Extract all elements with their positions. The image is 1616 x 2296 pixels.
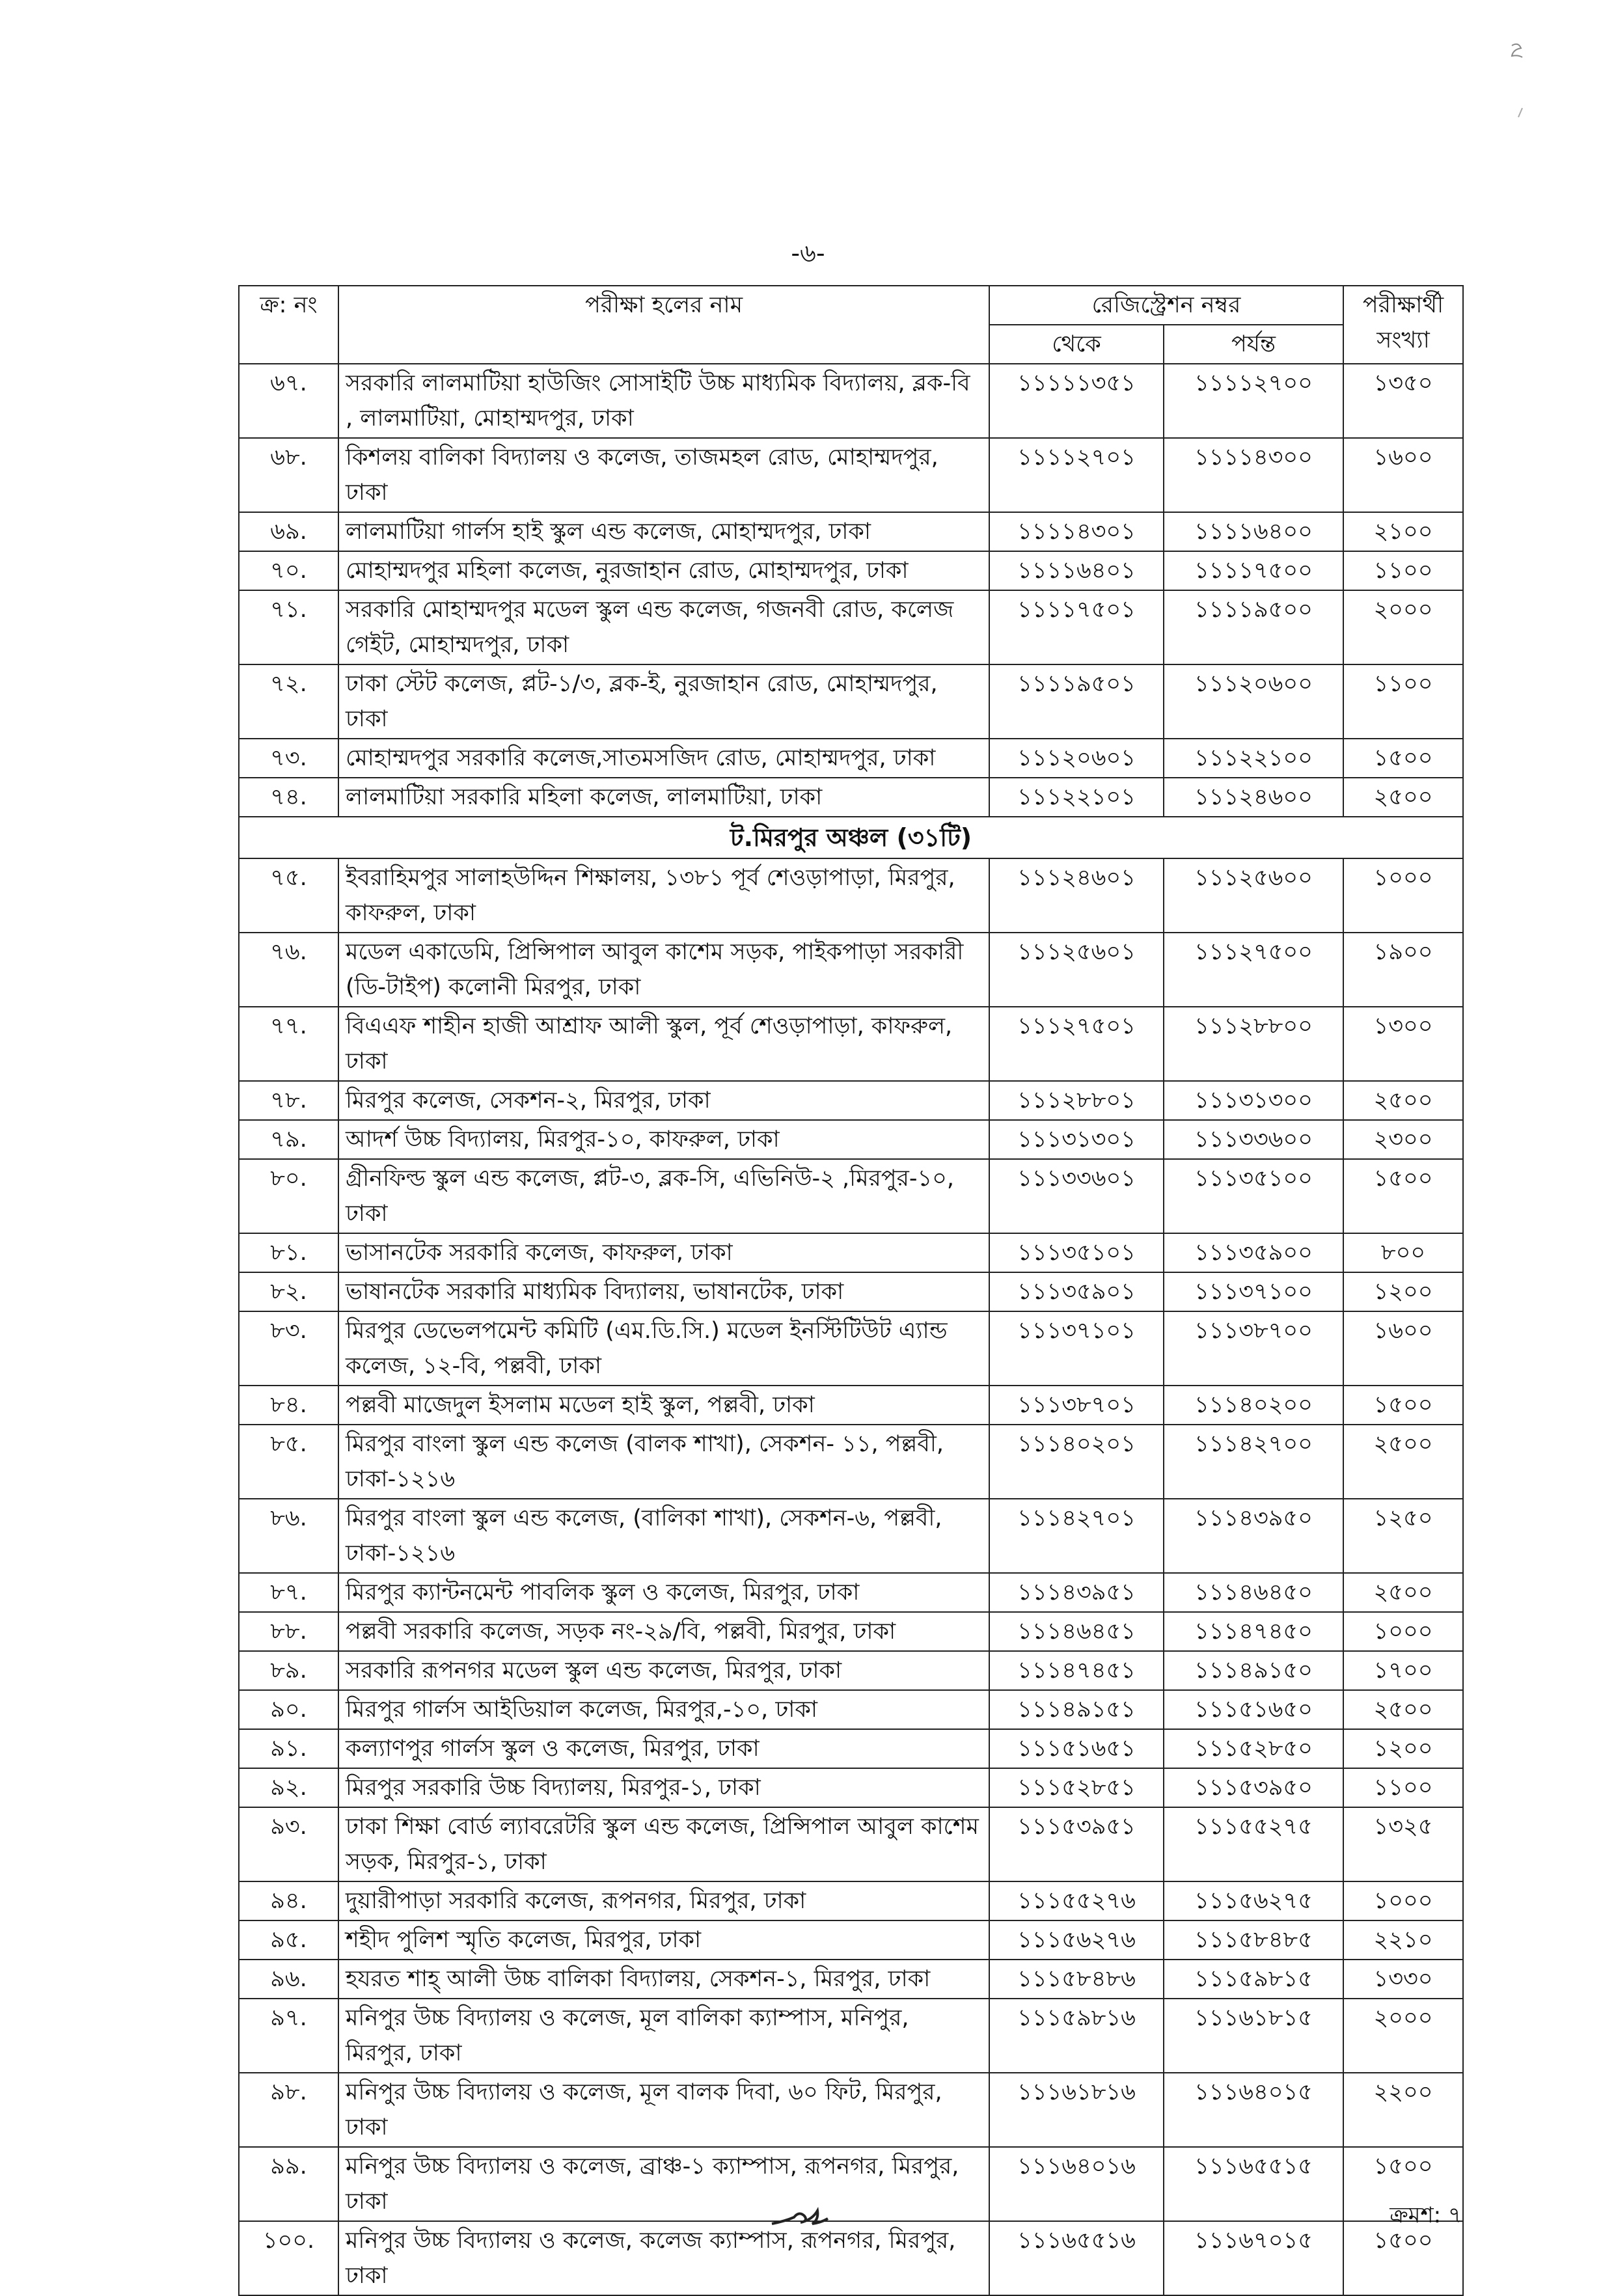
- examinee-count-cell: ২০০০: [1343, 1999, 1463, 2073]
- table-row: [239, 1573, 1463, 1612]
- hall-name-cell: পল্লবী সরকারি কলেজ, সড়ক নং-২৯/বি, পল্লবী, মিরপুর, ঢাকা: [338, 1612, 989, 1651]
- reg-to-cell: ১১১৪৭৪৫০: [1164, 1612, 1343, 1651]
- examinee-count-cell: ১২০০: [1343, 1729, 1463, 1768]
- hall-name-cell: কল্যাণপুর গার্লস স্কুল ও কলেজ, মিরপুর, ঢাকা: [338, 1729, 989, 1768]
- hall-name-cell: ভাসানটেক সরকারি কলেজ, কাফরুল, ঢাকা: [338, 1233, 989, 1272]
- hall-name-cell: লালমাটিয়া গার্লস হাই স্কুল এন্ড কলেজ, মোহাম্মদপুর, ঢাকা: [338, 512, 989, 551]
- hall-name-cell: দুয়ারীপাড়া সরকারি কলেজ, রূপনগর, মিরপুর, ঢাকা: [338, 1881, 989, 1920]
- page-number: -৬-: [791, 239, 825, 267]
- reg-to-cell: ১১১৬৭০১৫: [1164, 2221, 1343, 2295]
- examinee-count-cell: ১০০০: [1343, 858, 1463, 933]
- table-row: [239, 2147, 1463, 2221]
- examinee-count-cell: ২৫০০: [1343, 778, 1463, 817]
- serial-cell: ৭৮.: [239, 1081, 338, 1120]
- examinee-count-cell: ১২০০: [1343, 1272, 1463, 1311]
- hall-name-cell: গ্রীনফিল্ড স্কুল এন্ড কলেজ, প্লট-৩, ব্লক-সি, এভিনিউ-২ ,মিরপুর-১০, ঢাকা: [338, 1159, 989, 1233]
- table-row: [239, 1651, 1463, 1690]
- serial-cell: ৬৯.: [239, 512, 338, 551]
- table-row: [239, 1386, 1463, 1425]
- table-row: [239, 590, 1463, 664]
- table-row: [239, 1120, 1463, 1159]
- serial-cell: ৮৫.: [239, 1425, 338, 1499]
- reg-from-cell: ১১১৫৫২৭৬: [989, 1881, 1164, 1920]
- serial-cell: ৭৯.: [239, 1120, 338, 1159]
- reg-from-cell: ১১১৩৫৯০১: [989, 1272, 1164, 1311]
- serial-cell: ৯৯.: [239, 2147, 338, 2221]
- table-row: [239, 1233, 1463, 1272]
- reg-to-cell: ১১১২৫৬০০: [1164, 858, 1343, 933]
- hall-name-cell: মিরপুর বাংলা স্কুল এন্ড কলেজ, (বালিকা শাখা), সেকশন-৬, পল্লবী, ঢাকা-১২১৬: [338, 1499, 989, 1573]
- serial-cell: ৮৭.: [239, 1573, 338, 1612]
- reg-from-cell: ১১১৩৭১০১: [989, 1311, 1164, 1386]
- table-row: [239, 1807, 1463, 1881]
- reg-to-cell: ১১১৫৬২৭৫: [1164, 1881, 1343, 1920]
- reg-from-cell: ১১১৬৫৫১৬: [989, 2221, 1164, 2295]
- table-row: [239, 2073, 1463, 2147]
- serial-cell: ৯৭.: [239, 1999, 338, 2073]
- reg-to-cell: ১১১১৭৫০০: [1164, 551, 1343, 590]
- reg-to-cell: ১১১৬৪০১৫: [1164, 2073, 1343, 2147]
- table-row: [239, 2221, 1463, 2295]
- serial-cell: ৮২.: [239, 1272, 338, 1311]
- signature: [768, 2196, 840, 2238]
- serial-cell: ৭৫.: [239, 858, 338, 933]
- header-to: পর্যন্ত: [1164, 325, 1343, 364]
- examinee-count-cell: ১৩৩০: [1343, 1960, 1463, 1999]
- examinee-count-cell: ১০০০: [1343, 1881, 1463, 1920]
- table-row: [239, 1881, 1463, 1920]
- table-row: [239, 1999, 1463, 2073]
- table-row: [239, 664, 1463, 739]
- reg-from-cell: ১১১৫৯৮১৬: [989, 1999, 1164, 2073]
- serial-cell: ১০০.: [239, 2221, 338, 2295]
- table-body-mirpur: [239, 858, 1463, 2295]
- hall-name-cell: মিরপুর ডেভেলপমেন্ট কমিটি (এম.ডি.সি.) মডেল ইনস্টিটিউট এ্যান্ড কলেজ, ১২-বি, পল্লবী, ঢাকা: [338, 1311, 989, 1386]
- reg-from-cell: ১১১৫৮৪৮৬: [989, 1960, 1164, 1999]
- header-from: থেকে: [989, 325, 1164, 364]
- table-row: [239, 1690, 1463, 1729]
- reg-from-cell: ১১১৫১৬৫১: [989, 1729, 1164, 1768]
- examinee-count-cell: ১৫০০: [1343, 2147, 1463, 2221]
- table-row: [239, 1425, 1463, 1499]
- serial-cell: ৭২.: [239, 664, 338, 739]
- hall-name-cell: হযরত শাহ্ আলী উচ্চ বালিকা বিদ্যালয়, সেকশন-১, মিরপুর, ঢাকা: [338, 1960, 989, 1999]
- examinee-count-cell: ৮০০: [1343, 1233, 1463, 1272]
- hall-name-cell: সরকারি মোহাম্মদপুর মডেল স্কুল এন্ড কলেজ, গজনবী রোড, কলেজ গেইট, মোহাম্মদপুর, ঢাকা: [338, 590, 989, 664]
- reg-to-cell: ১১১৪৯১৫০: [1164, 1651, 1343, 1690]
- reg-from-cell: ১১১৪৯১৫১: [989, 1690, 1164, 1729]
- reg-from-cell: ১১১৬৪০১৬: [989, 2147, 1164, 2221]
- table-row: [239, 858, 1463, 933]
- reg-from-cell: ১১১২০৬০১: [989, 739, 1164, 778]
- hall-name-cell: মিরপুর গার্লস আইডিয়াল কলেজ, মিরপুর,-১০, ঢাকা: [338, 1690, 989, 1729]
- reg-from-cell: ১১১৪০২০১: [989, 1425, 1164, 1499]
- examinee-count-cell: ১৫০০: [1343, 2221, 1463, 2295]
- reg-to-cell: ১১১২৮৮০০: [1164, 1007, 1343, 1081]
- serial-cell: ৯৮.: [239, 2073, 338, 2147]
- header-hall-name: পরীক্ষা হলের নাম: [338, 286, 989, 364]
- hall-name-cell: মোহাম্মদপুর মহিলা কলেজ, নুরজাহান রোড, মোহাম্মদপুর, ঢাকা: [338, 551, 989, 590]
- table-row: [239, 438, 1463, 512]
- serial-cell: ৬৭.: [239, 364, 338, 438]
- reg-to-cell: ১১১১৬৪০০: [1164, 512, 1343, 551]
- examinee-count-cell: ১৬০০: [1343, 1311, 1463, 1386]
- serial-cell: ৭১.: [239, 590, 338, 664]
- serial-cell: ৯০.: [239, 1690, 338, 1729]
- reg-from-cell: ১১১২৪৬০১: [989, 858, 1164, 933]
- table-row: [239, 739, 1463, 778]
- reg-from-cell: ১১১২২১০১: [989, 778, 1164, 817]
- serial-cell: ৯৪.: [239, 1881, 338, 1920]
- reg-from-cell: ১১১৬১৮১৬: [989, 2073, 1164, 2147]
- examinee-count-cell: ২০০০: [1343, 590, 1463, 664]
- table-row: [239, 1007, 1463, 1081]
- reg-from-cell: ১১১৪৩৯৫১: [989, 1573, 1164, 1612]
- serial-cell: ৯৫.: [239, 1920, 338, 1960]
- hall-name-cell: শহীদ পুলিশ স্মৃতি কলেজ, মিরপুর, ঢাকা: [338, 1920, 989, 1960]
- hall-name-cell: আদর্শ উচ্চ বিদ্যালয়, মিরপুর-১০, কাফরুল, ঢাকা: [338, 1120, 989, 1159]
- hall-name-cell: মডেল একাডেমি, প্রিন্সিপাল আবুল কাশেম সড়ক, পাইকপাড়া সরকারী (ডি-টাইপ) কলোনী মিরপুর, ঢাকা: [338, 933, 989, 1007]
- reg-to-cell: ১১১৫১৬৫০: [1164, 1690, 1343, 1729]
- examinee-count-cell: ২১০০: [1343, 512, 1463, 551]
- reg-from-cell: ১১১১১৩৫১: [989, 364, 1164, 438]
- examinee-count-cell: ২৫০০: [1343, 1690, 1463, 1729]
- reg-to-cell: ১১১৩৫৯০০: [1164, 1233, 1343, 1272]
- reg-to-cell: ১১১১২৭০০: [1164, 364, 1343, 438]
- hall-name-cell: মিরপুর ক্যান্টনমেন্ট পাবলিক স্কুল ও কলেজ, মিরপুর, ঢাকা: [338, 1573, 989, 1612]
- serial-cell: ৮৯.: [239, 1651, 338, 1690]
- hall-name-cell: বিএএফ শাহীন হাজী আশ্রাফ আলী স্কুল, পূর্ব শেওড়াপাড়া, কাফরুল, ঢাকা: [338, 1007, 989, 1081]
- section-heading: ট.মিরপুর অঞ্চল (৩১টি): [239, 817, 1463, 858]
- table-row: [239, 1729, 1463, 1768]
- examinee-count-cell: ১৫০০: [1343, 1159, 1463, 1233]
- reg-to-cell: ১১১৩১৩০০: [1164, 1081, 1343, 1120]
- reg-to-cell: ১১১২০৬০০: [1164, 664, 1343, 739]
- hall-name-cell: লালমাটিয়া সরকারি মহিলা কলেজ, লালমাটিয়া, ঢাকা: [338, 778, 989, 817]
- examinee-count-cell: ১৫০০: [1343, 1386, 1463, 1425]
- reg-to-cell: ১১১৫৩৯৫০: [1164, 1768, 1343, 1807]
- reg-to-cell: ১১১৫৫২৭৫: [1164, 1807, 1343, 1881]
- serial-cell: ৭০.: [239, 551, 338, 590]
- reg-to-cell: ১১১৫৯৮১৫: [1164, 1960, 1343, 1999]
- reg-from-cell: ১১১১৯৫০১: [989, 664, 1164, 739]
- header-serial: ক্র: নং: [239, 286, 338, 364]
- examinee-count-cell: ২৫০০: [1343, 1425, 1463, 1499]
- table-row: [239, 1960, 1463, 1999]
- serial-cell: ৮৬.: [239, 1499, 338, 1573]
- examinee-count-cell: ১৩২৫: [1343, 1807, 1463, 1881]
- table-row: [239, 1311, 1463, 1386]
- table-row: [239, 1768, 1463, 1807]
- hall-name-cell: মনিপুর উচ্চ বিদ্যালয় ও কলেজ, মূল বালক দিবা, ৬০ ফিট, মিরপুর, ঢাকা: [338, 2073, 989, 2147]
- hall-name-cell: ঢাকা শিক্ষা বোর্ড ল্যাবরেটরি স্কুল এন্ড কলেজ, প্রিন্সিপাল আবুল কাশেম সড়ক, মিরপুর-১, ঢাকা: [338, 1807, 989, 1881]
- reg-from-cell: ১১১৪৭৪৫১: [989, 1651, 1164, 1690]
- hall-name-cell: মনিপুর উচ্চ বিদ্যালয় ও কলেজ, ব্রাঞ্চ-১ ক্যাম্পাস, রূপনগর, মিরপুর, ঢাকা: [338, 2147, 989, 2221]
- continued-note: ক্রমশ: ৭: [1390, 2202, 1462, 2228]
- reg-to-cell: ১১১২৪৬০০: [1164, 778, 1343, 817]
- table-row: [239, 1920, 1463, 1960]
- hall-name-cell: পল্লবী মাজেদুল ইসলাম মডেল হাই স্কুল, পল্লবী, ঢাকা: [338, 1386, 989, 1425]
- serial-cell: ৭৬.: [239, 933, 338, 1007]
- serial-cell: ৭৪.: [239, 778, 338, 817]
- examinee-count-cell: ২৫০০: [1343, 1573, 1463, 1612]
- reg-to-cell: ১১১১৪৩০০: [1164, 438, 1343, 512]
- examinee-count-cell: ২৩০০: [1343, 1120, 1463, 1159]
- reg-to-cell: ১১১২৭৫০০: [1164, 933, 1343, 1007]
- examinee-count-cell: ১৬০০: [1343, 438, 1463, 512]
- hall-name-cell: মিরপুর সরকারি উচ্চ বিদ্যালয়, মিরপুর-১, ঢাকা: [338, 1768, 989, 1807]
- serial-cell: ৬৮.: [239, 438, 338, 512]
- reg-from-cell: ১১১৩১৩০১: [989, 1120, 1164, 1159]
- header-examinee-count: পরীক্ষার্থী সংখ্যা: [1343, 286, 1463, 364]
- header-registration: রেজিস্ট্রেশন নম্বর: [989, 286, 1343, 325]
- hall-name-cell: সরকারি লালমাটিয়া হাউজিং সোসাইটি উচ্চ মাধ্যমিক বিদ্যালয়, ব্লক-বি , লালমাটিয়া, মোহাম্মদপুর, ঢাকা: [338, 364, 989, 438]
- examinee-count-cell: ২২০০: [1343, 2073, 1463, 2147]
- reg-to-cell: ১১১৪৬৪৫০: [1164, 1573, 1343, 1612]
- reg-from-cell: ১১১৩৮৭০১: [989, 1386, 1164, 1425]
- table-row: [239, 551, 1463, 590]
- hall-name-cell: ভাষানটেক সরকারি মাধ্যমিক বিদ্যালয়, ভাষানটেক, ঢাকা: [338, 1272, 989, 1311]
- serial-cell: ৮৪.: [239, 1386, 338, 1425]
- serial-cell: ৮১.: [239, 1233, 338, 1272]
- reg-to-cell: ১১১৪৩৯৫০: [1164, 1499, 1343, 1573]
- serial-cell: ৯৩.: [239, 1807, 338, 1881]
- reg-from-cell: ১১১৫৩৯৫১: [989, 1807, 1164, 1881]
- hall-name-cell: ঢাকা স্টেট কলেজ, প্লট-১/৩, ব্লক-ই, নুরজাহান রোড, মোহাম্মদপুর, ঢাকা: [338, 664, 989, 739]
- reg-to-cell: ১১১২২১০০: [1164, 739, 1343, 778]
- examinee-count-cell: ১৩৫০: [1343, 364, 1463, 438]
- hall-name-cell: মোহাম্মদপুর সরকারি কলেজ,সাতমসজিদ রোড, মোহাম্মদপুর, ঢাকা: [338, 739, 989, 778]
- examinee-count-cell: ১১০০: [1343, 664, 1463, 739]
- examinee-count-cell: ১৭০০: [1343, 1651, 1463, 1690]
- table-row: [239, 512, 1463, 551]
- examinee-count-cell: ১১০০: [1343, 551, 1463, 590]
- serial-cell: ৮৮.: [239, 1612, 338, 1651]
- handwritten-mark: [1499, 39, 1538, 133]
- hall-name-cell: কিশলয় বালিকা বিদ্যালয় ও কলেজ, তাজমহল রোড, মোহাম্মদপুর, ঢাকা: [338, 438, 989, 512]
- reg-to-cell: ১১১৩৫১০০: [1164, 1159, 1343, 1233]
- hall-name-cell: ইবরাহিমপুর সালাহউদ্দিন শিক্ষালয়, ১৩৮১ পূর্ব শেওড়াপাড়া, মিরপুর, কাফরুল, ঢাকা: [338, 858, 989, 933]
- examinee-count-cell: ১১০০: [1343, 1768, 1463, 1807]
- table-row: [239, 778, 1463, 817]
- table-row: [239, 1159, 1463, 1233]
- reg-from-cell: ১১১২৭৫০১: [989, 1007, 1164, 1081]
- reg-to-cell: ১১১৫২৮৫০: [1164, 1729, 1343, 1768]
- serial-cell: ৮৩.: [239, 1311, 338, 1386]
- reg-from-cell: ১১১১৪৩০১: [989, 512, 1164, 551]
- serial-cell: ৯২.: [239, 1768, 338, 1807]
- hall-name-cell: মিরপুর বাংলা স্কুল এন্ড কলেজ (বালক শাখা), সেকশন- ১১, পল্লবী, ঢাকা-১২১৬: [338, 1425, 989, 1499]
- reg-from-cell: ১১১২৮৮০১: [989, 1081, 1164, 1120]
- exam-centre-table: [238, 285, 1464, 2296]
- reg-to-cell: ১১১৬৫৫১৫: [1164, 2147, 1343, 2221]
- examinee-count-cell: ২২১০: [1343, 1920, 1463, 1960]
- table-row: [239, 933, 1463, 1007]
- examinee-count-cell: ১২৫০: [1343, 1499, 1463, 1573]
- reg-from-cell: ১১১৫২৮৫১: [989, 1768, 1164, 1807]
- reg-to-cell: ১১১৪২৭০০: [1164, 1425, 1343, 1499]
- reg-to-cell: ১১১৬১৮১৫: [1164, 1999, 1343, 2073]
- reg-from-cell: ১১১১২৭০১: [989, 438, 1164, 512]
- table-row: [239, 1272, 1463, 1311]
- reg-from-cell: ১১১৩৩৬০১: [989, 1159, 1164, 1233]
- examinee-count-cell: ২৫০০: [1343, 1081, 1463, 1120]
- reg-to-cell: ১১১৩৮৭০০: [1164, 1311, 1343, 1386]
- reg-from-cell: ১১১৫৬২৭৬: [989, 1920, 1164, 1960]
- hall-name-cell: মনিপুর উচ্চ বিদ্যালয় ও কলেজ, মূল বালিকা ক্যাম্পাস, মনিপুর, মিরপুর, ঢাকা: [338, 1999, 989, 2073]
- serial-cell: ৭৩.: [239, 739, 338, 778]
- serial-cell: ৭৭.: [239, 1007, 338, 1081]
- serial-cell: ৮০.: [239, 1159, 338, 1233]
- hall-name-cell: সরকারি রূপনগর মডেল স্কুল এন্ড কলেজ, মিরপুর, ঢাকা: [338, 1651, 989, 1690]
- examinee-count-cell: ১০০০: [1343, 1612, 1463, 1651]
- reg-from-cell: ১১১১৭৫০১: [989, 590, 1164, 664]
- hall-name-cell: মনিপুর উচ্চ বিদ্যালয় ও কলেজ, কলেজ ক্যাম্পাস, রূপনগর, মিরপুর, ঢাকা: [338, 2221, 989, 2295]
- hall-name-cell: মিরপুর কলেজ, সেকশন-২, মিরপুর, ঢাকা: [338, 1081, 989, 1120]
- table-row: [239, 1081, 1463, 1120]
- reg-from-cell: ১১১৪৬৪৫১: [989, 1612, 1164, 1651]
- table-row: [239, 1612, 1463, 1651]
- examinee-count-cell: ১৩০০: [1343, 1007, 1463, 1081]
- reg-from-cell: ১১১৪২৭০১: [989, 1499, 1164, 1573]
- reg-from-cell: ১১১৩৫১০১: [989, 1233, 1164, 1272]
- table-row: [239, 364, 1463, 438]
- reg-to-cell: ১১১১৯৫০০: [1164, 590, 1343, 664]
- table-row: [239, 1499, 1463, 1573]
- reg-from-cell: ১১১১৬৪০১: [989, 551, 1164, 590]
- serial-cell: ৯৬.: [239, 1960, 338, 1999]
- reg-to-cell: ১১১৩৭১০০: [1164, 1272, 1343, 1311]
- reg-to-cell: ১১১৫৮৪৮৫: [1164, 1920, 1343, 1960]
- reg-to-cell: ১১১৪০২০০: [1164, 1386, 1343, 1425]
- reg-to-cell: ১১১৩৩৬০০: [1164, 1120, 1343, 1159]
- serial-cell: ৯১.: [239, 1729, 338, 1768]
- reg-from-cell: ১১১২৫৬০১: [989, 933, 1164, 1007]
- examinee-count-cell: ১৫০০: [1343, 739, 1463, 778]
- examinee-count-cell: ১৯০০: [1343, 933, 1463, 1007]
- table-body-mohammadpur: [239, 364, 1463, 817]
